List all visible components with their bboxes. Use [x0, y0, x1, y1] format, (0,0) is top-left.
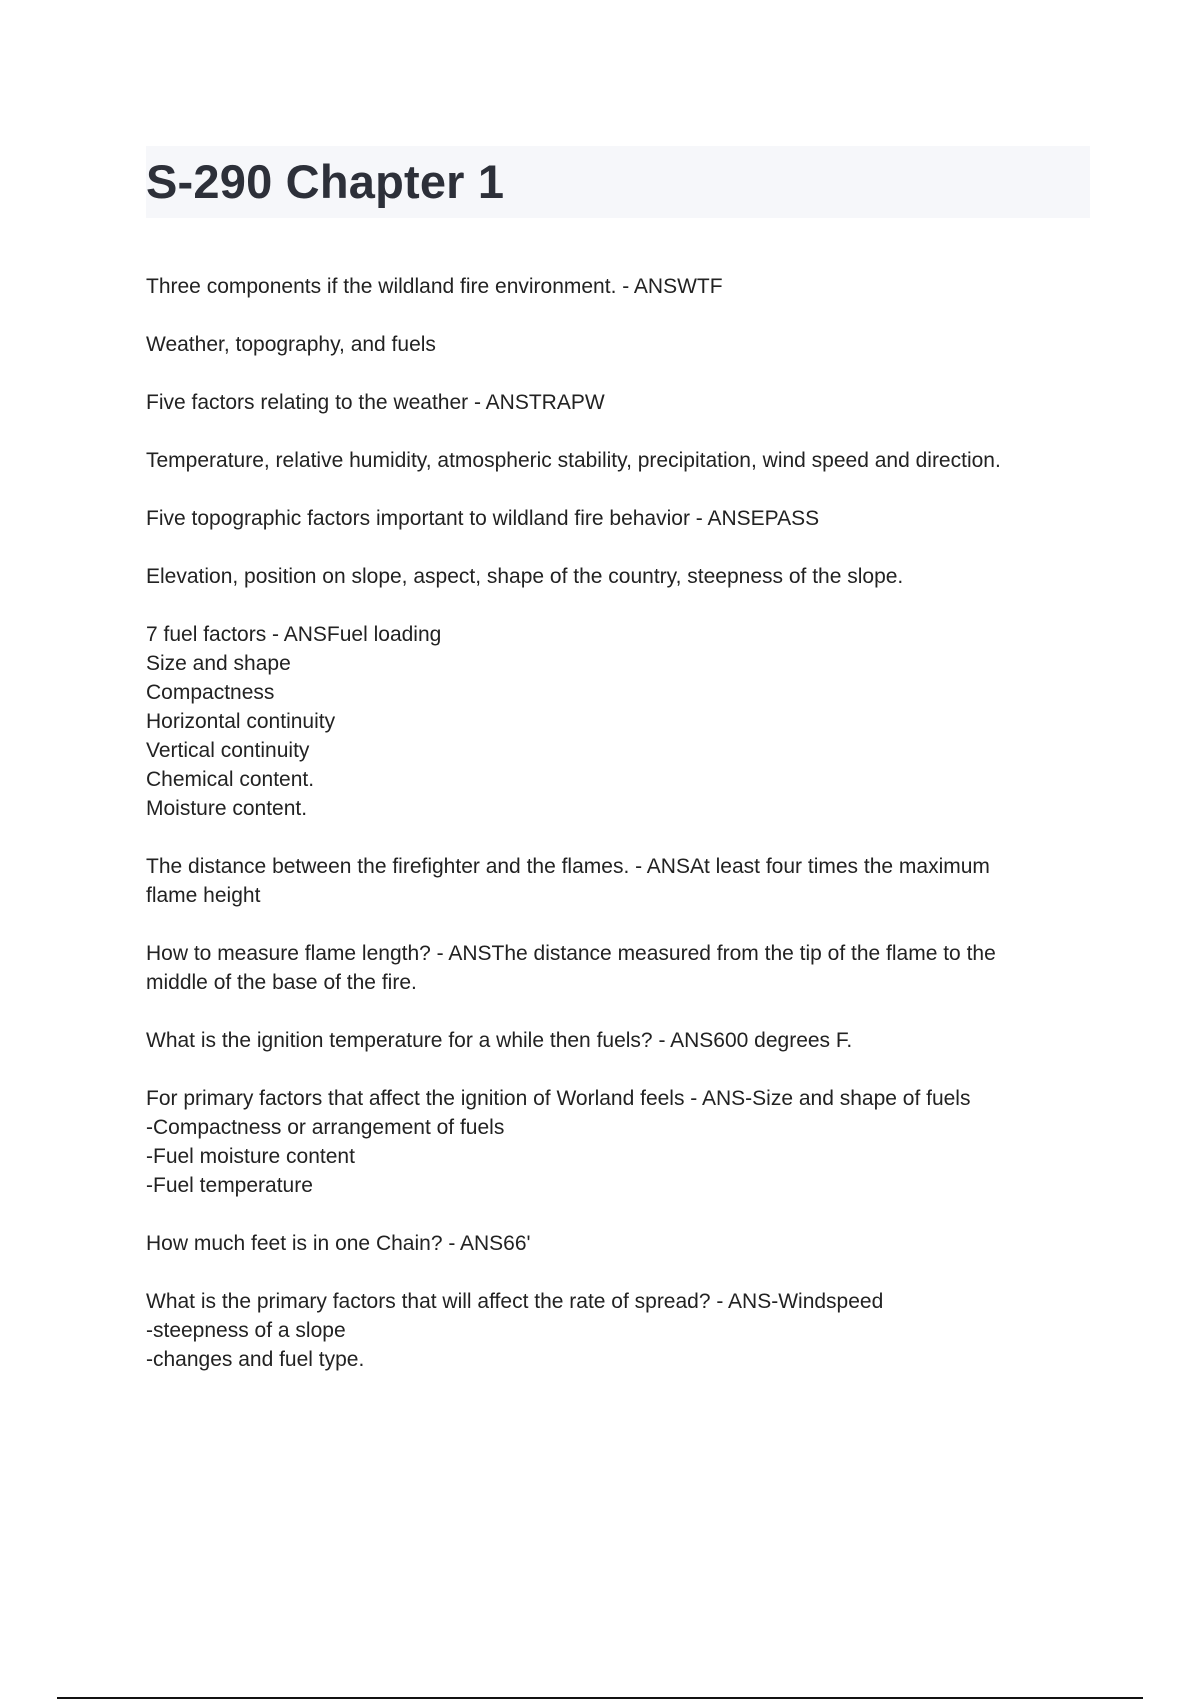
text-line: -steepness of a slope	[146, 1319, 346, 1342]
text-line: Horizontal continuity	[146, 710, 336, 733]
text-line: Three components if the wildland fire environment. - ANSWTF	[146, 275, 723, 298]
document-title: S-290 Chapter 1	[146, 155, 505, 208]
paragraph	[146, 562, 1096, 591]
text-line: Weather, topography, and fuels	[146, 333, 436, 356]
paragraph	[146, 1084, 1096, 1200]
title-banner	[146, 146, 1090, 218]
text-line: How much feet is in one Chain? - ANS66'	[146, 1232, 531, 1255]
text-line: Moisture content.	[146, 797, 308, 820]
text-line: middle of the base of the fire.	[146, 971, 417, 994]
text-line: Five topographic factors important to wildland fire behavior - ANSEPASS	[146, 507, 820, 530]
text-line: What is the primary factors that will affect the rate of spread? - ANS-Windspeed	[146, 1290, 884, 1313]
text-line: The distance between the firefighter and the flames. - ANSAt least four times the maximum	[146, 855, 990, 878]
paragraph	[146, 272, 1096, 301]
paragraph	[146, 620, 1096, 823]
text-line: Chemical content.	[146, 768, 315, 791]
paragraph	[146, 1026, 1096, 1055]
text-line: -changes and fuel type.	[146, 1348, 365, 1371]
text-line: Temperature, relative humidity, atmospheric stability, precipitation, wind speed and direction.	[146, 449, 1001, 472]
text-line: -Compactness or arrangement of fuels	[146, 1116, 505, 1139]
text-line: Size and shape	[146, 652, 291, 675]
text-line: Elevation, position on slope, aspect, shape of the country, steepness of the slope.	[146, 565, 904, 588]
paragraph	[146, 852, 1096, 910]
text-line: Five factors relating to the weather - ANSTRAPW	[146, 391, 605, 414]
paragraph	[146, 939, 1096, 997]
text-line: What is the ignition temperature for a while then fuels? - ANS600 degrees F.	[146, 1029, 853, 1052]
text-line: For primary factors that affect the ignition of Worland feels - ANS-Size and shape of fuels	[146, 1087, 971, 1110]
paragraph	[146, 504, 1096, 533]
text-line: Compactness	[146, 681, 275, 704]
text-line: Vertical continuity	[146, 739, 310, 762]
text-line: -Fuel temperature	[146, 1174, 313, 1197]
text-line: 7 fuel factors - ANSFuel loading	[146, 623, 442, 646]
text-line: flame height	[146, 884, 261, 907]
paragraph	[146, 1229, 1096, 1258]
paragraph	[146, 388, 1096, 417]
text-line: How to measure flame length? - ANSThe distance measured from the tip of the flame to the	[146, 942, 996, 965]
paragraph	[146, 330, 1096, 359]
text-line: -Fuel moisture content	[146, 1145, 355, 1168]
footer-divider	[57, 1697, 1143, 1699]
paragraph	[146, 446, 1096, 475]
document-body	[146, 272, 1096, 1403]
paragraph	[146, 1287, 1096, 1374]
